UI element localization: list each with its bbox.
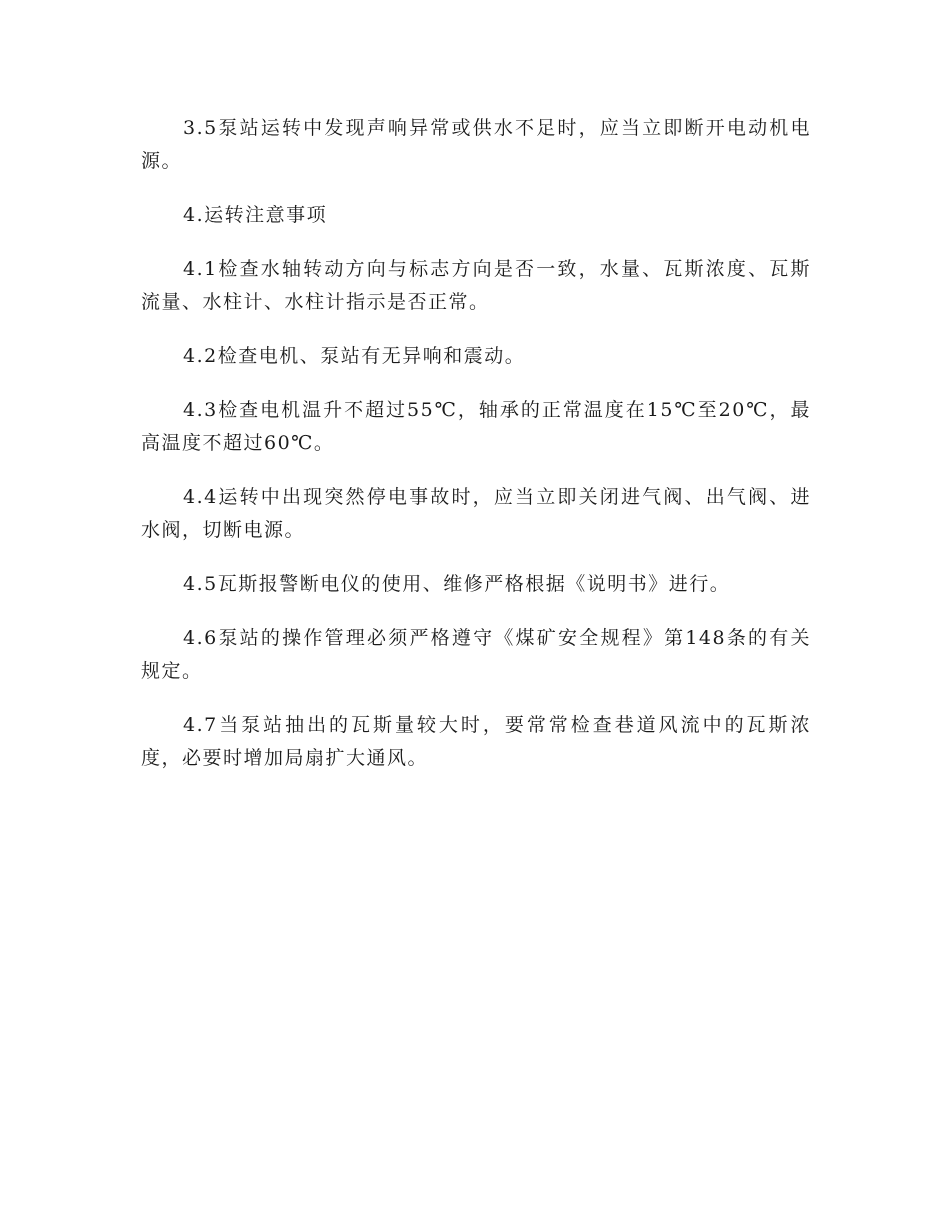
- section-heading-4: 4.运转注意事项: [183, 204, 328, 226]
- paragraph-4-6: 4.6泵站的操作管理必须严格遵守《煤矿安全规程》第148条的有关规定。: [141, 627, 811, 682]
- paragraph-4-7: 4.7当泵站抽出的瓦斯量较大时，要常常检查巷道风流中的瓦斯浓度，必要时增加局扇扩大通风。: [141, 714, 811, 769]
- document-page: [141, 112, 811, 796]
- paragraph-4-4: 4.4运转中出现突然停电事故时，应当立即关闭进气阀、出气阀、进水阀，切断电源。: [141, 486, 811, 541]
- paragraph-3-5: 3.5泵站运转中发现声响异常或供水不足时，应当立即断开电动机电源。: [141, 117, 811, 172]
- paragraph-4-5: 4.5瓦斯报警断电仪的使用、维修严格根据《说明书》进行。: [183, 573, 731, 595]
- paragraph-4-1: 4.1检查水轴转动方向与标志方向是否一致，水量、瓦斯浓度、瓦斯流量、水柱计、水柱计指示是否正常。: [141, 258, 811, 313]
- paragraph-4-2: 4.2检查电机、泵站有无异响和震动。: [183, 345, 526, 367]
- paragraph-4-3: 4.3检查电机温升不超过55℃，轴承的正常温度在15℃至20℃，最高温度不超过60℃。: [141, 399, 811, 454]
